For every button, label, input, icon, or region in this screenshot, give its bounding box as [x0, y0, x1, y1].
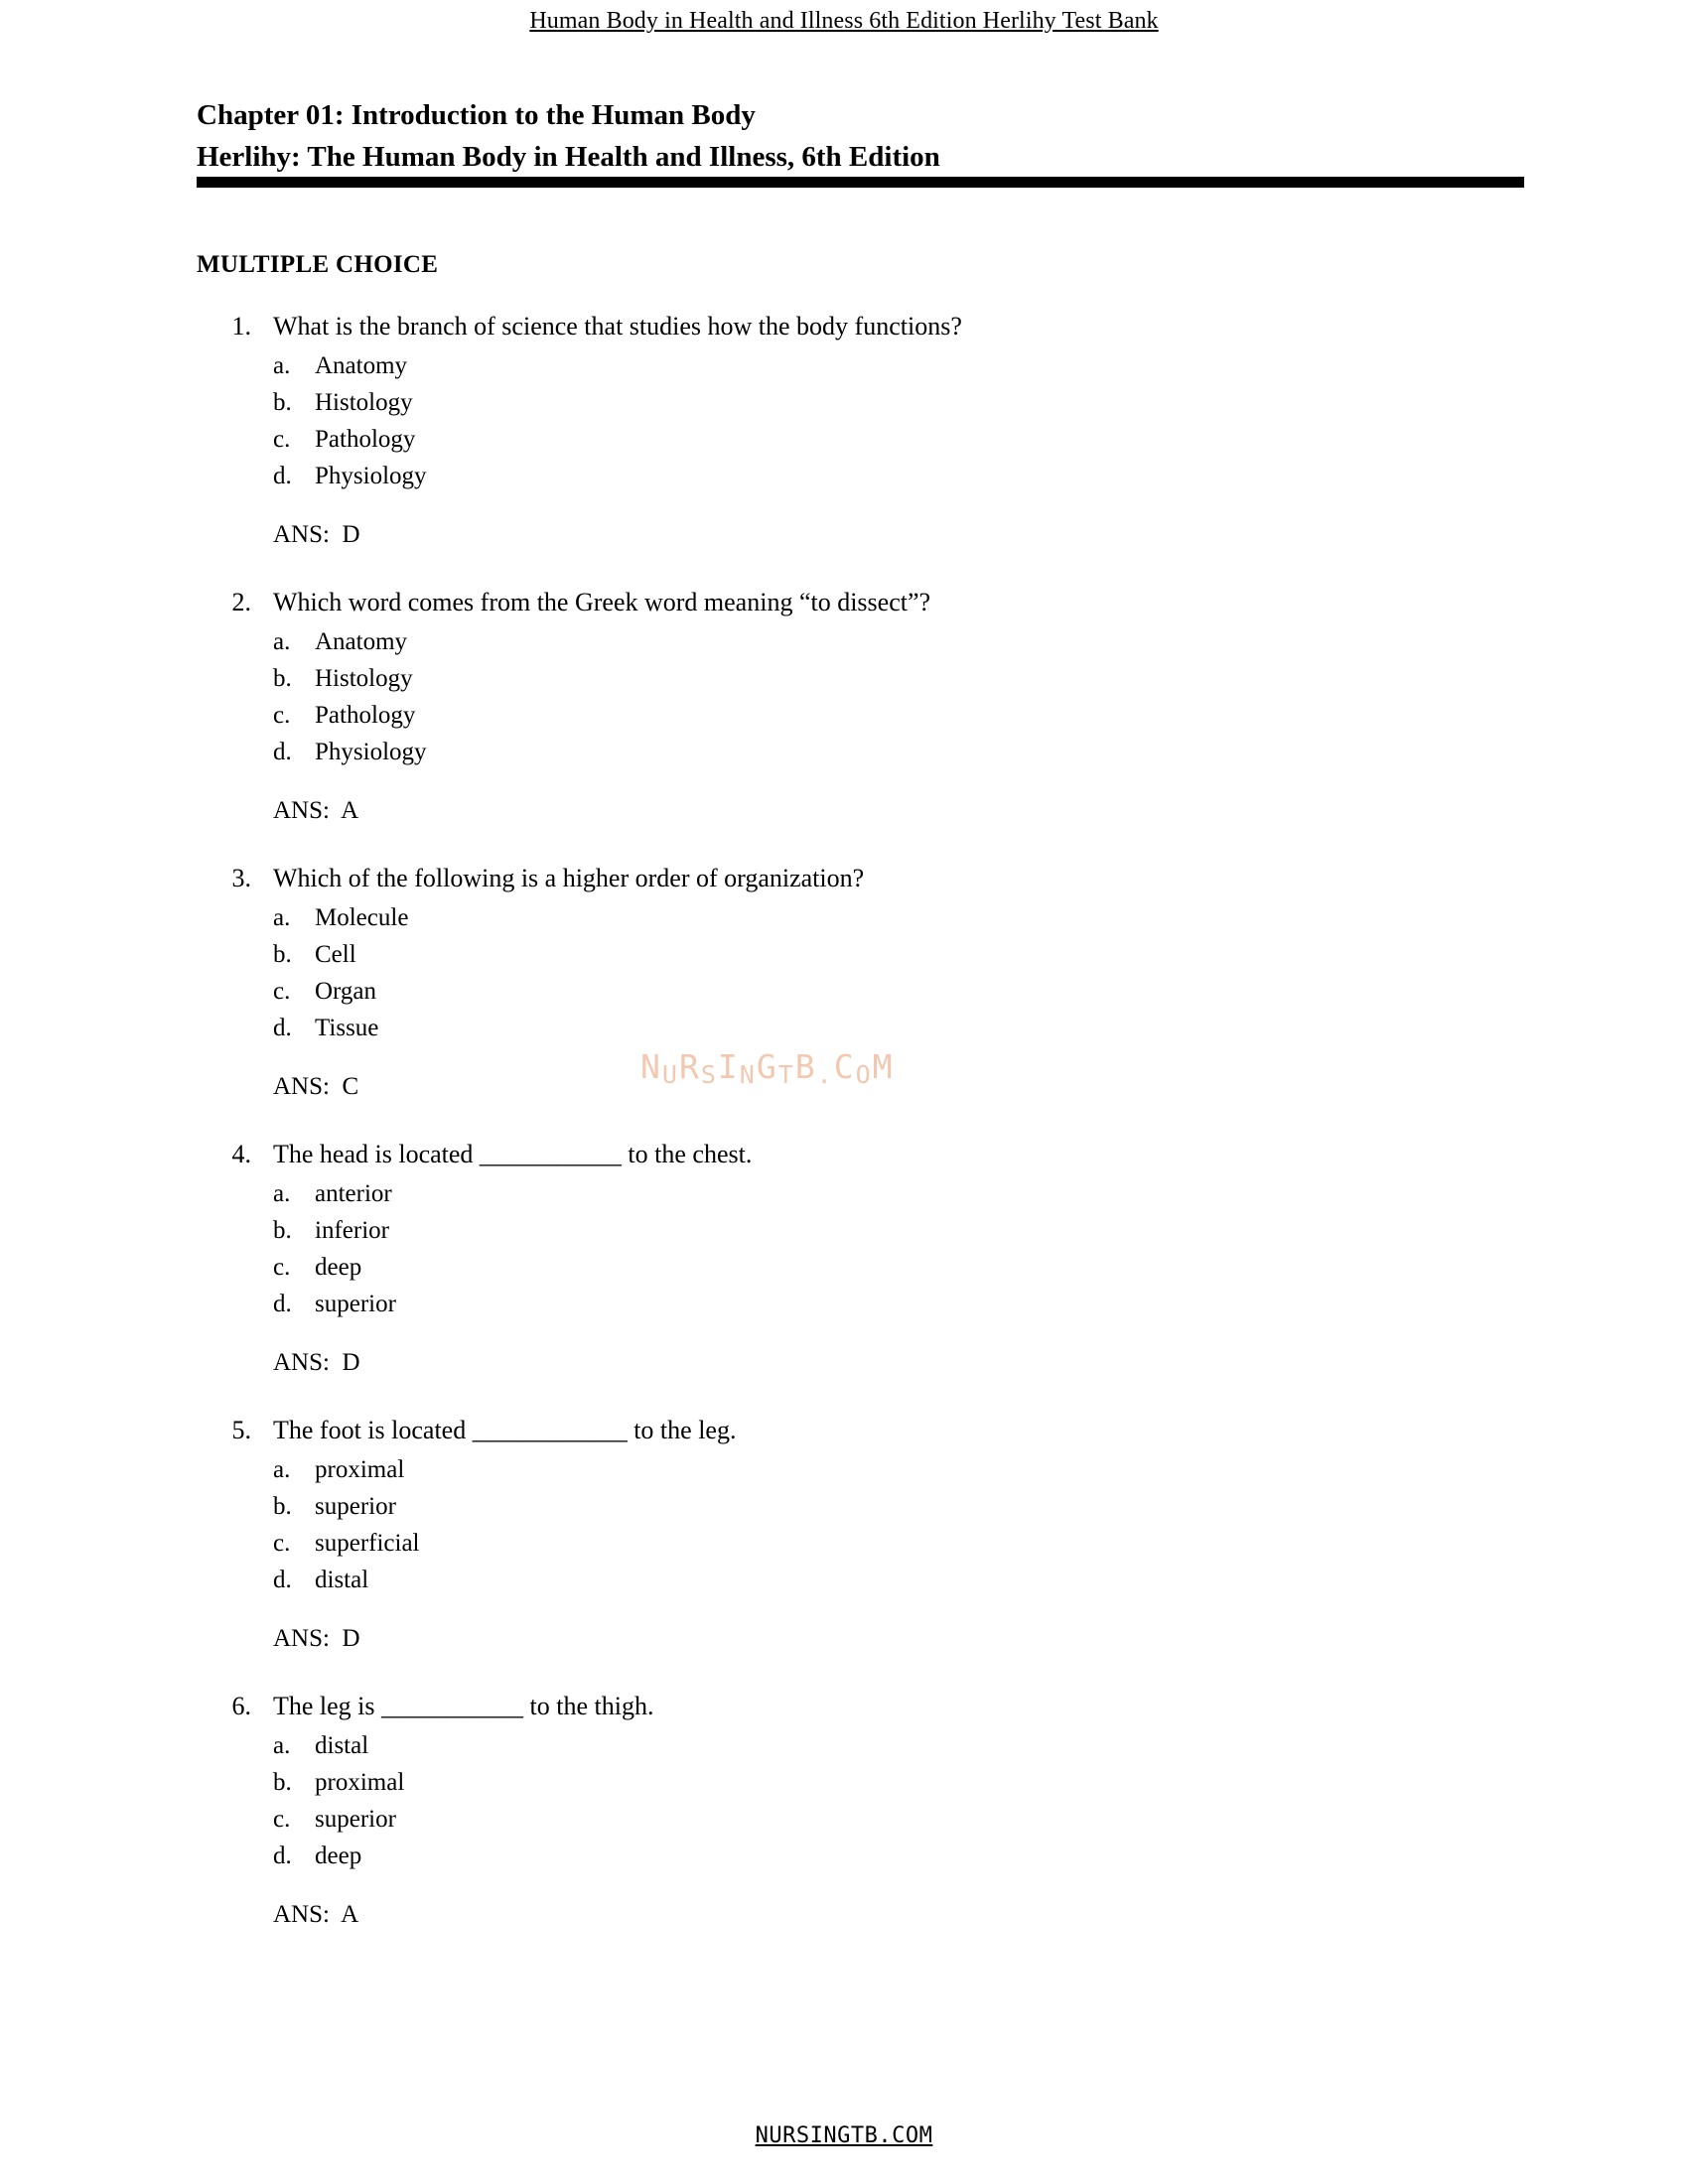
answer-text: ANS: C	[273, 1073, 359, 1100]
choice-letter: b.	[273, 1493, 292, 1520]
choice-letter: a.	[273, 1456, 291, 1483]
document-header	[0, 6, 1688, 36]
choice-text: proximal	[315, 1769, 405, 1796]
choice-text: inferior	[315, 1217, 389, 1244]
question-text: What is the branch of science that studies how the body functions?	[273, 312, 962, 341]
choice-text: Histology	[315, 665, 413, 692]
choice-text: Physiology	[315, 463, 427, 489]
choice-letter: b.	[273, 1217, 292, 1244]
footer-link[interactable]: NURSINGTB.COM	[755, 2123, 933, 2148]
choice-item[interactable]	[273, 1764, 1537, 1801]
question-number: 4.	[231, 1140, 251, 1168]
choice-item[interactable]	[273, 697, 1537, 734]
choice-item[interactable]	[273, 1801, 1537, 1838]
choice-letter: d.	[273, 1291, 292, 1317]
choice-letter: d.	[273, 463, 292, 489]
question-number: 3.	[231, 864, 251, 892]
choice-text: Pathology	[315, 426, 416, 453]
choice-letter: d.	[273, 1015, 292, 1041]
choice-item[interactable]	[273, 458, 1537, 494]
document-footer	[0, 2123, 1688, 2148]
choice-item[interactable]	[273, 347, 1537, 384]
question-line	[197, 1412, 1537, 1449]
question-item	[197, 1688, 1537, 1932]
choice-item[interactable]	[273, 623, 1537, 660]
choice-item[interactable]	[273, 1212, 1537, 1249]
choice-letter: c.	[273, 1530, 291, 1557]
question-number: 5.	[231, 1416, 251, 1444]
choice-item[interactable]	[273, 1562, 1537, 1598]
question-item	[197, 1136, 1537, 1380]
choice-item[interactable]	[273, 1249, 1537, 1286]
choice-letter: c.	[273, 1806, 291, 1833]
choice-letter: c.	[273, 426, 291, 453]
answer-text: ANS: A	[273, 797, 359, 824]
choice-item[interactable]	[273, 384, 1537, 421]
choice-item[interactable]	[273, 973, 1537, 1010]
choice-text: Tissue	[315, 1015, 379, 1041]
answer-text: ANS: D	[273, 1349, 360, 1376]
questions-list	[197, 308, 1537, 1964]
title-block	[197, 94, 1527, 178]
question-number: 1.	[231, 312, 251, 341]
choice-item[interactable]	[273, 899, 1537, 936]
choice-letter: a.	[273, 904, 291, 931]
watermark: NURSINGTB.COM	[640, 1047, 895, 1089]
choice-letter: a.	[273, 1180, 291, 1207]
choice-list	[273, 1727, 1537, 1874]
choice-letter: a.	[273, 628, 291, 655]
answer-text: ANS: A	[273, 1901, 359, 1928]
chapter-title: Chapter 01: Introduction to the Human Body	[197, 99, 756, 131]
answer-text: ANS: D	[273, 1625, 360, 1652]
choice-list	[273, 623, 1537, 770]
choice-letter: c.	[273, 702, 291, 729]
question-line	[197, 584, 1537, 621]
question-number: 2.	[231, 588, 251, 616]
question-item	[197, 860, 1537, 1104]
choice-item[interactable]	[273, 1451, 1537, 1488]
choice-letter: d.	[273, 1567, 292, 1593]
choice-text: distal	[315, 1567, 369, 1593]
choice-letter: c.	[273, 978, 291, 1005]
choice-letter: b.	[273, 941, 292, 968]
header-title: Human Body in Health and Illness 6th Edition Herlihy Test Bank	[529, 8, 1159, 34]
choice-text: deep	[315, 1254, 362, 1281]
choice-list	[273, 1451, 1537, 1598]
question-line	[197, 860, 1537, 897]
question-text: The leg is ___________ to the thigh.	[273, 1692, 654, 1720]
choice-text: Cell	[315, 941, 356, 968]
question-line	[197, 1136, 1537, 1173]
choice-text: proximal	[315, 1456, 405, 1483]
choice-text: Molecule	[315, 904, 409, 931]
choice-item[interactable]	[273, 734, 1537, 770]
choice-text: superior	[315, 1291, 396, 1317]
choice-text: superior	[315, 1806, 396, 1833]
horizontal-rule	[197, 177, 1524, 188]
choice-text: distal	[315, 1732, 369, 1759]
choice-item[interactable]	[273, 1010, 1537, 1046]
question-text: Which of the following is a higher order of organization?	[273, 864, 865, 892]
book-title: Herlihy: The Human Body in Health and Illness, 6th Edition	[197, 141, 940, 173]
choice-text: superior	[315, 1493, 396, 1520]
choice-item[interactable]	[273, 936, 1537, 973]
choice-item[interactable]	[273, 1286, 1537, 1322]
choice-text: Physiology	[315, 739, 427, 765]
choice-item[interactable]	[273, 1175, 1537, 1212]
choice-item[interactable]	[273, 421, 1537, 458]
choice-text: Histology	[315, 389, 413, 416]
choice-letter: b.	[273, 1769, 292, 1796]
choice-item[interactable]	[273, 1525, 1537, 1562]
question-text: The foot is located ____________ to the leg.	[273, 1416, 737, 1444]
choice-letter: a.	[273, 352, 291, 379]
choice-text: deep	[315, 1843, 362, 1869]
choice-text: Anatomy	[315, 352, 408, 379]
choice-item[interactable]	[273, 1727, 1537, 1764]
question-number: 6.	[231, 1692, 251, 1720]
choice-letter: a.	[273, 1732, 291, 1759]
choice-letter: d.	[273, 1843, 292, 1869]
answer-text: ANS: D	[273, 521, 360, 548]
question-item	[197, 308, 1537, 552]
question-text: The head is located ___________ to the chest.	[273, 1140, 753, 1168]
section-heading: MULTIPLE CHOICE	[197, 251, 439, 278]
choice-letter: b.	[273, 665, 292, 692]
choice-letter: b.	[273, 389, 292, 416]
choice-item[interactable]	[273, 1838, 1537, 1874]
question-item	[197, 1412, 1537, 1656]
choice-text: anterior	[315, 1180, 392, 1207]
choice-letter: c.	[273, 1254, 291, 1281]
choice-list	[273, 899, 1537, 1046]
choice-text: Organ	[315, 978, 377, 1005]
choice-text: Anatomy	[315, 628, 408, 655]
question-line	[197, 1688, 1537, 1725]
choice-text: superficial	[315, 1530, 420, 1557]
choice-letter: d.	[273, 739, 292, 765]
question-text: Which word comes from the Greek word meaning “to dissect”?	[273, 588, 931, 616]
choice-item[interactable]	[273, 1488, 1537, 1525]
choice-list	[273, 1175, 1537, 1322]
question-line	[197, 308, 1537, 345]
question-item	[197, 584, 1537, 828]
choice-list	[273, 347, 1537, 494]
choice-text: Pathology	[315, 702, 416, 729]
choice-item[interactable]	[273, 660, 1537, 697]
